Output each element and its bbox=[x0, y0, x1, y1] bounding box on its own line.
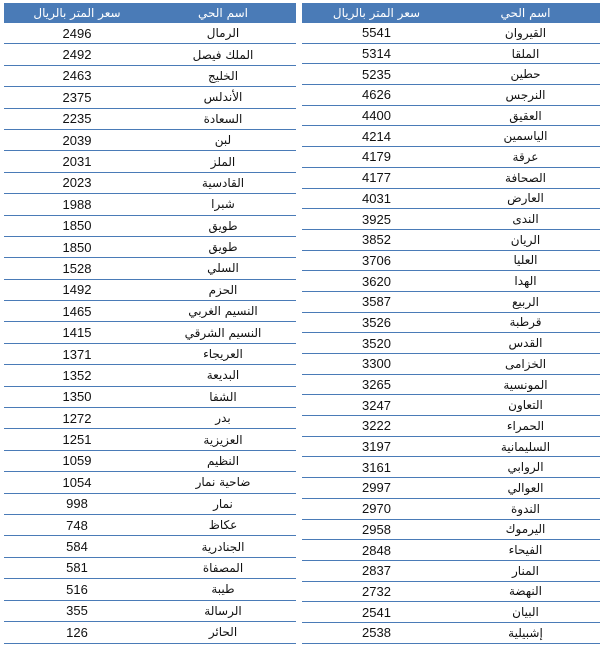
district-name-cell: الندوة bbox=[451, 498, 600, 519]
table-row bbox=[302, 436, 600, 457]
price-cell: 3706 bbox=[302, 250, 451, 271]
price-cell: 1850 bbox=[4, 215, 150, 236]
table-row bbox=[4, 450, 296, 471]
district-name-cell: العزيزية bbox=[150, 429, 296, 450]
district-name-cell: ضاحية نمار bbox=[150, 472, 296, 493]
price-cell: 2039 bbox=[4, 129, 150, 150]
table-row bbox=[302, 416, 600, 437]
district-name-cell: النسيم الشرقي bbox=[150, 322, 296, 343]
table-row bbox=[4, 65, 296, 86]
district-name-cell: العقيق bbox=[451, 105, 600, 126]
price-cell: 5235 bbox=[302, 64, 451, 85]
district-name-cell: السليمانية bbox=[451, 436, 600, 457]
table-row bbox=[302, 478, 600, 499]
price-cell: 1850 bbox=[4, 236, 150, 257]
table-row bbox=[302, 498, 600, 519]
table-row bbox=[302, 519, 600, 540]
district-name-cell: الروابي bbox=[451, 457, 600, 478]
price-cell: 3852 bbox=[302, 229, 451, 250]
district-name-cell: الجنادرية bbox=[150, 536, 296, 557]
price-cell: 3520 bbox=[302, 333, 451, 354]
district-name-cell: الرمال bbox=[150, 23, 296, 44]
table-row bbox=[4, 194, 296, 215]
table-row bbox=[4, 129, 296, 150]
district-name-cell: الملك فيصل bbox=[150, 44, 296, 65]
price-cell: 1352 bbox=[4, 365, 150, 386]
table-row bbox=[302, 43, 600, 64]
table-row bbox=[4, 386, 296, 407]
district-name-cell: النهضة bbox=[451, 581, 600, 602]
district-name-cell: الصحافة bbox=[451, 167, 600, 188]
price-cell: 516 bbox=[4, 579, 150, 600]
district-name-cell: طويق bbox=[150, 215, 296, 236]
price-cell: 748 bbox=[4, 514, 150, 535]
table-row bbox=[4, 408, 296, 429]
table-row bbox=[302, 64, 600, 85]
district-name-cell: طيبة bbox=[150, 579, 296, 600]
district-name-cell: المصفاة bbox=[150, 557, 296, 578]
price-cell: 1492 bbox=[4, 279, 150, 300]
price-cell: 3300 bbox=[302, 354, 451, 375]
table-row bbox=[4, 279, 296, 300]
price-cell: 2235 bbox=[4, 108, 150, 129]
table-row bbox=[302, 23, 600, 43]
table-row bbox=[302, 560, 600, 581]
price-cell: 4214 bbox=[302, 126, 451, 147]
district-name-cell: اليرموك bbox=[451, 519, 600, 540]
district-name-cell: النسيم الغربي bbox=[150, 301, 296, 322]
table-row bbox=[4, 621, 296, 643]
district-name-cell: طويق bbox=[150, 236, 296, 257]
price-cell: 4031 bbox=[302, 188, 451, 209]
table-row bbox=[4, 429, 296, 450]
district-name-cell: قرطبة bbox=[451, 312, 600, 333]
table-row bbox=[302, 147, 600, 168]
table-row bbox=[4, 258, 296, 279]
price-cell: 1350 bbox=[4, 386, 150, 407]
price-cell: 4626 bbox=[302, 85, 451, 106]
table-row bbox=[4, 236, 296, 257]
price-cell: 3587 bbox=[302, 291, 451, 312]
table-row bbox=[302, 312, 600, 333]
price-cell: 3265 bbox=[302, 374, 451, 395]
price-cell: 4400 bbox=[302, 105, 451, 126]
price-cell: 126 bbox=[4, 621, 150, 643]
price-cell: 1251 bbox=[4, 429, 150, 450]
district-name-cell: الملز bbox=[150, 151, 296, 172]
price-cell: 2732 bbox=[302, 581, 451, 602]
price-cell: 2541 bbox=[302, 602, 451, 623]
table-row bbox=[4, 365, 296, 386]
price-cell: 2463 bbox=[4, 65, 150, 86]
district-name-cell: الفيحاء bbox=[451, 540, 600, 561]
table-row bbox=[4, 343, 296, 364]
table-row bbox=[302, 581, 600, 602]
price-cell: 1054 bbox=[4, 472, 150, 493]
left-header-row bbox=[4, 3, 296, 23]
table-row bbox=[302, 354, 600, 375]
district-name-cell: القدس bbox=[451, 333, 600, 354]
table-row bbox=[4, 493, 296, 514]
right-price-table bbox=[302, 3, 600, 644]
district-name-cell: الحزم bbox=[150, 279, 296, 300]
table-row bbox=[4, 536, 296, 557]
district-name-cell: الحائر bbox=[150, 621, 296, 643]
district-name-cell: العارض bbox=[451, 188, 600, 209]
table-row bbox=[302, 209, 600, 230]
price-cell: 2958 bbox=[302, 519, 451, 540]
price-cell: 355 bbox=[4, 600, 150, 621]
table-row bbox=[4, 151, 296, 172]
district-name-cell: الملقا bbox=[451, 43, 600, 64]
price-cell: 2538 bbox=[302, 622, 451, 643]
price-cell: 3925 bbox=[302, 209, 451, 230]
price-cell: 5314 bbox=[302, 43, 451, 64]
district-name-cell: لبن bbox=[150, 129, 296, 150]
price-cell: 584 bbox=[4, 536, 150, 557]
table-row bbox=[4, 172, 296, 193]
price-cell: 2997 bbox=[302, 478, 451, 499]
left-table-body bbox=[4, 23, 296, 643]
district-name-cell: الشفا bbox=[150, 386, 296, 407]
table-row bbox=[302, 540, 600, 561]
district-name-cell: نمار bbox=[150, 493, 296, 514]
price-cell: 2375 bbox=[4, 87, 150, 108]
table-row bbox=[302, 291, 600, 312]
price-cell: 2848 bbox=[302, 540, 451, 561]
district-name-cell: العليا bbox=[451, 250, 600, 271]
district-name-cell: البيان bbox=[451, 602, 600, 623]
price-cell: 2496 bbox=[4, 23, 150, 44]
table-row bbox=[302, 374, 600, 395]
right-table-body bbox=[302, 23, 600, 643]
price-cell: 2492 bbox=[4, 44, 150, 65]
table-row bbox=[4, 23, 296, 44]
table-row bbox=[302, 229, 600, 250]
district-name-cell: العريجاء bbox=[150, 343, 296, 364]
table-row bbox=[4, 301, 296, 322]
price-cell: 2970 bbox=[302, 498, 451, 519]
district-name-cell: بدر bbox=[150, 408, 296, 429]
table-row bbox=[4, 514, 296, 535]
price-cell: 3247 bbox=[302, 395, 451, 416]
district-name-cell: المنار bbox=[451, 560, 600, 581]
price-cell: 3620 bbox=[302, 271, 451, 292]
table-row bbox=[4, 87, 296, 108]
table-row bbox=[4, 600, 296, 621]
district-name-cell: عرقة bbox=[451, 147, 600, 168]
price-cell: 3222 bbox=[302, 416, 451, 437]
left-price-table bbox=[4, 3, 296, 644]
price-tables bbox=[4, 3, 600, 644]
table-row bbox=[4, 215, 296, 236]
district-name-cell: الريان bbox=[451, 229, 600, 250]
price-cell: 1415 bbox=[4, 322, 150, 343]
price-cell: 2031 bbox=[4, 151, 150, 172]
price-cell: 5541 bbox=[302, 23, 451, 43]
table-row bbox=[302, 457, 600, 478]
table-row bbox=[302, 271, 600, 292]
table-row bbox=[4, 108, 296, 129]
table-row bbox=[4, 472, 296, 493]
district-name-cell: المونسية bbox=[451, 374, 600, 395]
district-name-cell: التعاون bbox=[451, 395, 600, 416]
district-name-cell: السعادة bbox=[150, 108, 296, 129]
table-row bbox=[4, 579, 296, 600]
price-cell: 1528 bbox=[4, 258, 150, 279]
price-cell: 2837 bbox=[302, 560, 451, 581]
left-price-header: سعر المتر بالريال bbox=[4, 3, 150, 23]
district-name-cell: عكاظ bbox=[150, 514, 296, 535]
price-cell: 1988 bbox=[4, 194, 150, 215]
district-name-cell: السلي bbox=[150, 258, 296, 279]
right-header-row bbox=[302, 3, 600, 23]
district-name-cell: الهدا bbox=[451, 271, 600, 292]
district-name-cell: الندى bbox=[451, 209, 600, 230]
district-name-cell: إشبيلية bbox=[451, 622, 600, 643]
district-name-cell: العوالي bbox=[451, 478, 600, 499]
district-name-cell: النرجس bbox=[451, 85, 600, 106]
district-name-cell: الأندلس bbox=[150, 87, 296, 108]
price-cell: 2023 bbox=[4, 172, 150, 193]
table-row bbox=[302, 85, 600, 106]
table-row bbox=[302, 105, 600, 126]
district-name-cell: الخزامى bbox=[451, 354, 600, 375]
district-name-cell: الياسمين bbox=[451, 126, 600, 147]
district-name-cell: شبرا bbox=[150, 194, 296, 215]
price-cell: 4177 bbox=[302, 167, 451, 188]
table-row bbox=[4, 44, 296, 65]
table-row bbox=[302, 602, 600, 623]
district-name-cell: القادسية bbox=[150, 172, 296, 193]
price-cell: 1272 bbox=[4, 408, 150, 429]
table-row bbox=[302, 395, 600, 416]
table-row bbox=[302, 188, 600, 209]
district-name-cell: الرسالة bbox=[150, 600, 296, 621]
district-name-cell: حطين bbox=[451, 64, 600, 85]
district-name-cell: القيروان bbox=[451, 23, 600, 43]
left-name-header: اسم الحي bbox=[150, 3, 296, 23]
price-cell: 3197 bbox=[302, 436, 451, 457]
price-cell: 1465 bbox=[4, 301, 150, 322]
price-cell: 998 bbox=[4, 493, 150, 514]
district-name-cell: البديعة bbox=[150, 365, 296, 386]
price-cell: 1371 bbox=[4, 343, 150, 364]
price-cell: 1059 bbox=[4, 450, 150, 471]
district-name-cell: النظيم bbox=[150, 450, 296, 471]
table-row bbox=[302, 250, 600, 271]
district-name-cell: الخليج bbox=[150, 65, 296, 86]
right-name-header: اسم الحي bbox=[451, 3, 600, 23]
price-cell: 581 bbox=[4, 557, 150, 578]
price-cell: 4179 bbox=[302, 147, 451, 168]
district-name-cell: الحمراء bbox=[451, 416, 600, 437]
table-row bbox=[302, 167, 600, 188]
table-row bbox=[302, 126, 600, 147]
table-row bbox=[302, 622, 600, 643]
price-cell: 3161 bbox=[302, 457, 451, 478]
table-row bbox=[4, 557, 296, 578]
district-name-cell: الربيع bbox=[451, 291, 600, 312]
table-row bbox=[302, 333, 600, 354]
price-cell: 3526 bbox=[302, 312, 451, 333]
right-price-header: سعر المتر بالريال bbox=[302, 3, 451, 23]
table-row bbox=[4, 322, 296, 343]
